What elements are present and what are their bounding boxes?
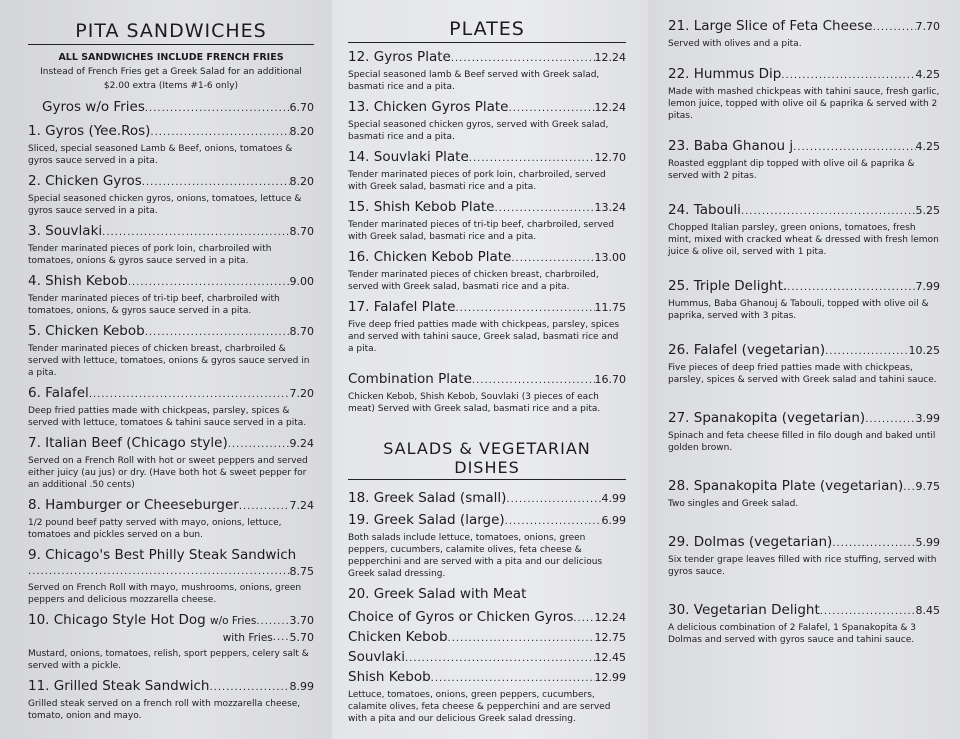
item-description: Six tender grape leaves filled with rice stuffing, served with gyros sauce. bbox=[668, 555, 937, 577]
leader-dots bbox=[405, 650, 595, 667]
item-description: Served on French Roll with mayo, mushrooms, onions, green peppers and delicious mozzarella cheese. bbox=[28, 583, 302, 605]
leader-dots bbox=[505, 513, 602, 530]
item-description: Lettuce, tomatoes, onions, green peppers, cucumbers, calamite olives, feta cheese & pepperchini and are served with a pita and our delicious Greek salad dressing. bbox=[348, 690, 611, 724]
item-name: 21. Large Slice of Feta Cheese bbox=[668, 18, 873, 34]
leader-dots bbox=[256, 613, 289, 630]
menu-item bbox=[28, 223, 314, 267]
menu-item-steak bbox=[28, 678, 314, 722]
menu-item bbox=[668, 18, 940, 50]
item-description: Mustard, onions, tomatoes, relish, sport peppers, celery salt & served with a pickle. bbox=[28, 649, 309, 671]
leader-dots bbox=[145, 324, 290, 341]
item-description: Tender marinated pieces of tri-tip beef, charbroiled with tomatoes, onions, & gyros sauce served in a pita. bbox=[28, 294, 280, 316]
menu-item bbox=[668, 278, 940, 322]
item-price: 7.99 bbox=[915, 280, 940, 293]
item-name: 30. Vegetarian Delight bbox=[668, 602, 820, 618]
item-price: 8.75 bbox=[289, 565, 314, 578]
item-price: 8.70 bbox=[289, 325, 314, 338]
menu-item bbox=[348, 99, 626, 143]
leader-dots bbox=[508, 100, 594, 117]
plates-panel bbox=[332, 0, 648, 739]
item-name: 12. Gyros Plate bbox=[348, 49, 451, 65]
item-price: 6.70 bbox=[289, 101, 314, 114]
item-name: 2. Chicken Gyros bbox=[28, 173, 142, 189]
item-description: Tender marinated pieces of pork loin, charbroiled, served with Greek salad, basmati rice and a pita. bbox=[348, 170, 606, 192]
menu-item bbox=[348, 149, 626, 193]
menu-item bbox=[668, 342, 940, 386]
item-name: Chicken Kebob bbox=[348, 629, 448, 645]
item-description: A delicious combination of 2 Falafel, 1 Spanakopita & 3 Dolmas and served with gyros sauce and tahini sauce. bbox=[668, 623, 917, 645]
menu-item bbox=[668, 66, 940, 122]
item-description: Served on a French Roll with hot or sweet peppers and served either juicy (au jus) or dry. (Have both hot & sweet pepper for an additional .50 cents) bbox=[28, 456, 308, 490]
item-price: 4.99 bbox=[601, 492, 626, 505]
item-name: 25. Triple Delight. bbox=[668, 278, 788, 294]
item-name: 11. Grilled Steak Sandwich bbox=[28, 678, 210, 694]
leader-dots bbox=[573, 610, 594, 627]
menu-item bbox=[28, 273, 314, 317]
menu-item-philly bbox=[28, 547, 314, 606]
item-name: 1. Gyros (Yee.Ros) bbox=[28, 123, 151, 139]
menu-item bbox=[668, 202, 940, 258]
item-description: Grilled steak served on a french roll with mozzarella cheese, tomato, onion and mayo. bbox=[28, 699, 301, 721]
leader-dots bbox=[472, 372, 595, 389]
item-description: Tender marinated pieces of chicken breast, charbroiled & served with lettuce, tomatoes, onions & gyros sauce served in a pita. bbox=[28, 344, 310, 378]
menu-item bbox=[28, 385, 314, 429]
pita-note-line1: Instead of French Fries get a Greek Salad for an additional bbox=[40, 67, 302, 77]
menu-item bbox=[348, 512, 626, 580]
item-price: 7.20 bbox=[289, 387, 314, 400]
item-description: Special seasoned lamb & Beef served with Greek salad, basmati rice and a pita. bbox=[348, 70, 600, 92]
pita-section-title: PITA SANDWICHES bbox=[75, 20, 267, 42]
item-price: 13.00 bbox=[594, 251, 626, 264]
item-price: 8.45 bbox=[915, 604, 940, 617]
item-description: Five pieces of deep fried patties made with chickpeas, parsley, spices & served with Greek salad and tahini sauce. bbox=[668, 363, 937, 385]
menu-item-hotdog: 10. Chicago Style Hot Dog w/o Fries ..... 3.70 with Fries .... 5.70 Mustard, onions, tomatoes, relish, sport peppers, celery salt & served with a pickle. bbox=[28, 612, 314, 672]
item-name: 16. Chicken Kebob Plate bbox=[348, 249, 512, 265]
item-description: Sliced, special seasoned Lamb & Beef, onions, tomatoes & gyros sauce served in a pita. bbox=[28, 144, 293, 166]
item-description: Hummus, Baba Ghanouj & Tabouli, topped with olive oil & paprika, served with 3 pitas. bbox=[668, 299, 929, 321]
leader-dots bbox=[873, 19, 916, 36]
item-name: 19. Greek Salad (large) bbox=[348, 512, 505, 528]
item-description: Made with mashed chickpeas with tahini sauce, fresh garlic, lemon juice, topped with olive oil & paprika & served with 2 pitas. bbox=[668, 87, 940, 121]
menu-item bbox=[668, 534, 940, 578]
item-description: Deep fried patties made with chickpeas, parsley, spices & served with lettuce, tomatoes & tahini sauce served in a pita. bbox=[28, 406, 307, 428]
item-description: 1/2 pound beef patty served with mayo, onions, lettuce, tomatoes and pickles served on a bun. bbox=[28, 518, 282, 540]
menu-item-salad-meat bbox=[348, 586, 626, 725]
item-name: 9. Chicago's Best Philly Steak Sandwich bbox=[28, 547, 297, 563]
leader-dots bbox=[142, 174, 290, 191]
menu-item bbox=[668, 138, 940, 182]
leader-dots bbox=[469, 150, 595, 167]
leader-dots bbox=[102, 224, 289, 241]
item-price: 8.99 bbox=[289, 680, 314, 693]
menu-item bbox=[348, 299, 626, 355]
item-price: 8.70 bbox=[289, 225, 314, 238]
item-description: Five deep fried patties made with chickpeas, parsley, spices and served with tahini sauce, Greek salad, basmati rice and a pita. bbox=[348, 320, 620, 354]
leader-dots bbox=[494, 200, 594, 217]
item-name: 18. Greek Salad (small) bbox=[348, 490, 507, 506]
item-price: 3.70 bbox=[289, 614, 314, 627]
item-price: 9.24 bbox=[289, 437, 314, 450]
item-price: 16.70 bbox=[594, 373, 626, 386]
item-description: Served with olives and a pita. bbox=[668, 39, 802, 49]
leader-dots bbox=[511, 250, 594, 267]
menu-item bbox=[28, 323, 314, 379]
leader-dots bbox=[448, 630, 595, 647]
item-description: Chicken Kebob, Shish Kebob, Souvlaki (3 pieces of each meat) Served with Greek salad, basmati rice and a pita. bbox=[348, 392, 601, 414]
item-price: 12.70 bbox=[594, 151, 626, 164]
plates-title-rule bbox=[348, 42, 626, 43]
menu-item bbox=[28, 173, 314, 217]
leader-dots bbox=[228, 436, 290, 453]
pita-note-bold: ALL SANDWICHES INCLUDE FRENCH FRIES bbox=[58, 52, 284, 63]
leader-dots bbox=[145, 100, 290, 117]
menu-item bbox=[348, 49, 626, 93]
item-price: 12.24 bbox=[594, 51, 626, 64]
leader-dots bbox=[787, 279, 915, 296]
leader-dots bbox=[150, 124, 289, 141]
leader-dots bbox=[506, 491, 601, 508]
item-name: 17. Falafel Plate bbox=[348, 299, 456, 315]
item-name: Souvlaki bbox=[348, 649, 405, 665]
item-description: Both salads include lettuce, tomatoes, onions, green peppers, cucumbers, calamite olives, feta cheese & pepperchini and are served with a pita and our delicious Greek salad dressing. bbox=[348, 533, 603, 579]
item-name: 13. Chicken Gyros Plate bbox=[348, 99, 509, 115]
item-price: 4.25 bbox=[915, 68, 940, 81]
item-price: 13.24 bbox=[594, 201, 626, 214]
item-name: 28. Spanakopita Plate (vegetarian) bbox=[668, 478, 904, 494]
item-description: Roasted eggplant dip topped with olive oil & paprika & served with 2 pitas. bbox=[668, 159, 915, 181]
item-name: 6. Falafel bbox=[28, 385, 89, 401]
menu-item bbox=[348, 249, 626, 293]
item-name: Shish Kebob bbox=[348, 669, 431, 685]
item-price: 6.99 bbox=[601, 514, 626, 527]
hotdog-option-2: with Fries bbox=[222, 632, 273, 644]
item-name: 5. Chicken Kebob bbox=[28, 323, 145, 339]
item-description: Spinach and feta cheese filled in filo dough and baked until golden brown. bbox=[668, 431, 936, 453]
item-name: Choice of Gyros or Chicken Gyros bbox=[348, 609, 574, 625]
item-price: 12.75 bbox=[594, 631, 626, 644]
item-name: 14. Souvlaki Plate bbox=[348, 149, 469, 165]
leader-dots bbox=[128, 274, 290, 291]
hotdog-option-1: w/o Fries bbox=[210, 615, 257, 627]
item-name: 3. Souvlaki bbox=[28, 223, 103, 239]
item-price: 11.75 bbox=[594, 301, 626, 314]
item-name: 24. Tabouli bbox=[668, 202, 741, 218]
item-price: 7.24 bbox=[289, 499, 314, 512]
leader-dots bbox=[451, 50, 595, 67]
leader-dots bbox=[832, 535, 915, 552]
leader-dots bbox=[431, 670, 595, 687]
menu-item bbox=[668, 602, 940, 646]
item-name: 7. Italian Beef (Chicago style) bbox=[28, 435, 228, 451]
leader-dots bbox=[865, 411, 915, 428]
leader-dots bbox=[903, 479, 915, 496]
item-price: 7.70 bbox=[915, 20, 940, 33]
item-description: Tender marinated pieces of tri-tip beef, charbroiled, served with Greek salad, basmati rice and a pita. bbox=[348, 220, 615, 242]
item-name: 20. Greek Salad with Meat bbox=[348, 586, 527, 602]
item-description: Tender marinated pieces of chicken breast, charbroiled, served with Greek salad, basmati rice and a pita. bbox=[348, 270, 599, 292]
item-price: 5.70 bbox=[289, 631, 314, 644]
item-description: Special seasoned chicken gyros, served with Greek salad, basmati rice and a pita. bbox=[348, 120, 609, 142]
item-name: Gyros w/o Fries bbox=[42, 99, 145, 115]
pita-note bbox=[28, 51, 314, 93]
menu-item bbox=[668, 410, 940, 454]
pita-sandwiches-panel bbox=[0, 0, 332, 739]
pita-note-line2: $2.00 extra (Items #1-6 only) bbox=[103, 81, 239, 91]
item-price: 9.75 bbox=[915, 480, 940, 493]
item-name: 26. Falafel (vegetarian) bbox=[668, 342, 826, 358]
item-price: 5.99 bbox=[915, 536, 940, 549]
salads-section-title: SALADS & VEGETARIAN DISHES bbox=[383, 439, 591, 477]
item-description: Chopped Italian parsley, green onions, tomatoes, fresh mint, mixed with cracked wheat & dressed with fresh lemon juice & olive oil, served with 1 pita. bbox=[668, 223, 939, 257]
item-name: 27. Spanakopita (vegetarian) bbox=[668, 410, 866, 426]
menu-item bbox=[28, 497, 314, 541]
leader-dots bbox=[781, 67, 915, 84]
menu-item bbox=[28, 99, 314, 117]
item-name: 10. Chicago Style Hot Dog bbox=[28, 612, 206, 628]
menu-item bbox=[348, 199, 626, 243]
leader-dots bbox=[793, 139, 915, 156]
menu-item-combination bbox=[348, 371, 626, 415]
item-name: 22. Hummus Dip bbox=[668, 66, 782, 82]
item-name: Combination Plate bbox=[348, 371, 472, 387]
item-name: 8. Hamburger or Cheeseburger bbox=[28, 497, 239, 513]
menu-item bbox=[28, 123, 314, 167]
item-price: 4.25 bbox=[915, 140, 940, 153]
item-name: 23. Baba Ghanou j bbox=[668, 138, 794, 154]
item-price: 12.99 bbox=[594, 671, 626, 684]
item-price: 9.00 bbox=[289, 275, 314, 288]
item-price: 5.25 bbox=[915, 204, 940, 217]
item-name: 29. Dolmas (vegetarian) bbox=[668, 534, 833, 550]
leader-dots bbox=[28, 564, 290, 580]
item-description: Special seasoned chicken gyros, onions, tomatoes, lettuce & gyros sauce served in a pita. bbox=[28, 194, 302, 216]
salads-title-rule bbox=[348, 479, 626, 480]
item-name: 4. Shish Kebob bbox=[28, 273, 128, 289]
leader-dots bbox=[455, 300, 594, 317]
leader-dots bbox=[89, 386, 290, 403]
item-price: 8.20 bbox=[289, 125, 314, 138]
menu-item bbox=[668, 478, 940, 510]
leader-dots bbox=[820, 603, 916, 620]
item-name: 15. Shish Kebob Plate bbox=[348, 199, 495, 215]
item-price: 8.20 bbox=[289, 175, 314, 188]
item-price: 12.24 bbox=[594, 101, 626, 114]
item-description: Tender marinated pieces of pork loin, charbroiled with tomatoes, onions & gyros sauce served in a pita. bbox=[28, 244, 272, 266]
menu-item bbox=[348, 490, 626, 508]
leader-dots bbox=[209, 679, 289, 696]
pita-title-rule bbox=[28, 44, 314, 45]
item-price: 12.24 bbox=[594, 611, 626, 624]
item-price: 10.25 bbox=[908, 344, 940, 357]
leader-dots bbox=[741, 203, 916, 220]
item-description: Two singles and Greek salad. bbox=[668, 499, 799, 509]
leader-dots bbox=[239, 498, 290, 515]
item-price: 12.45 bbox=[594, 651, 626, 664]
item-price: 3.99 bbox=[915, 412, 940, 425]
leader-dots bbox=[825, 343, 908, 360]
plates-section-title: PLATES bbox=[449, 18, 525, 40]
menu-item bbox=[28, 435, 314, 491]
sides-panel bbox=[648, 0, 960, 739]
